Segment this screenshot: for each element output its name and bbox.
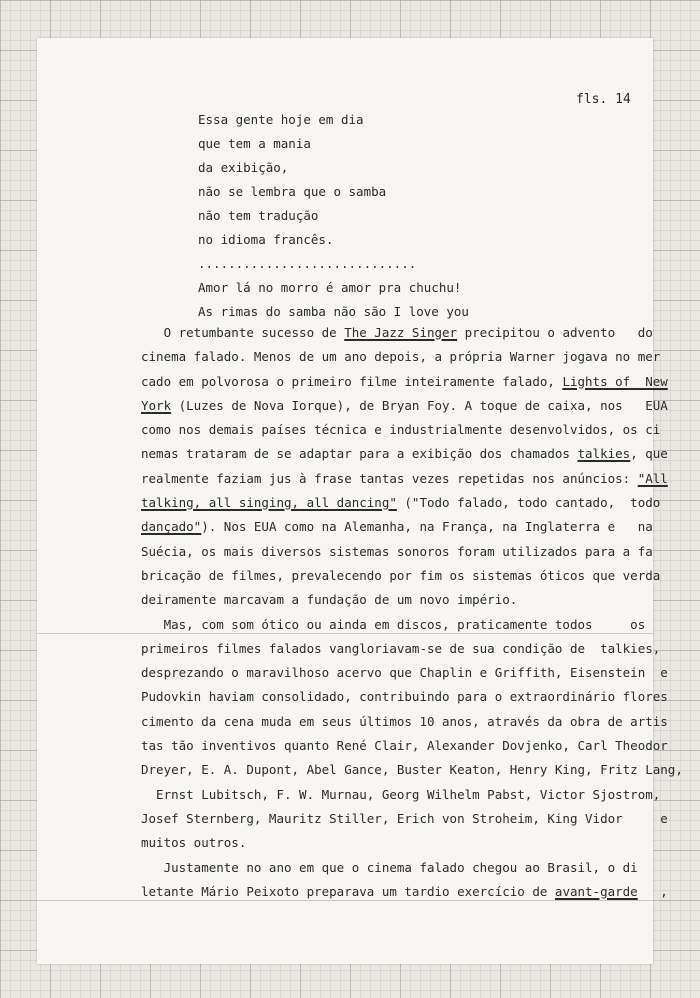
body-text — [141, 321, 683, 904]
text-line — [141, 734, 668, 758]
text-segment: , — [637, 883, 668, 899]
text-segment: (Luzes de Nova Iorque), de Bryan Foy. A toque de caixa, nos EUA — [171, 397, 668, 413]
text-segment: Josef Sternberg, Mauritz Stiller, Erich von Stroheim, King Vidor e — [141, 810, 668, 826]
text-segment: Suécia, os mais diversos sistemas sonoros foram utilizados para a fa — [141, 543, 653, 559]
text-segment: muitos outros. — [141, 835, 247, 851]
text-line — [141, 442, 668, 466]
lyric-line: não se lembra que o samba — [198, 184, 387, 199]
text-segment: letante Mário Peixoto preparava um tardio exercício de — [141, 883, 555, 899]
text-line — [141, 758, 683, 782]
underlined-title: dançado" — [141, 519, 202, 535]
text-segment: ). Nos EUA como na Alemanha, na França, na Inglaterra e na — [201, 519, 653, 535]
text-segment: desprezando o maravilhoso acervo que Chaplin e Griffith, Eisenstein e — [141, 665, 668, 681]
underlined-title: Lights of New — [562, 373, 668, 389]
lyric-line: Amor lá no morro é amor pra chuchu! — [198, 280, 462, 295]
text-segment: nemas trataram de se adaptar para a exibição dos chamados — [141, 446, 578, 462]
text-segment: cado em polvorosa o primeiro filme inteiramente falado, — [141, 373, 563, 389]
underlined-title: avant-garde — [554, 883, 638, 899]
text-line — [141, 418, 661, 442]
text-line — [141, 880, 668, 904]
lyric-ellipsis-line: ............................. — [198, 256, 417, 271]
lyric-line: não tem tradução — [198, 208, 319, 223]
text-segment: primeiros filmes falados vangloriavam-se de sua condição de talkies, — [141, 640, 661, 656]
text-segment: realmente faziam jus à frase tantas vezes repetidas nos anúncios: — [141, 470, 638, 486]
text-line — [141, 588, 629, 612]
underlined-title: "All — [637, 470, 668, 486]
text-segment: tas tão inventivos quanto René Clair, Alexander Dovjenko, Carl Theodor — [141, 738, 668, 754]
text-segment: como nos demais países técnica e industrialmente desenvolvidos, os ci — [141, 422, 661, 438]
text-line — [141, 807, 668, 831]
text-segment: precipitou o advento do — [457, 325, 653, 340]
text-segment: cimento da cena muda em seus últimos 10 anos, através da obra de artis — [141, 713, 668, 729]
text-line — [141, 491, 661, 515]
lyric-line: Essa gente hoje em dia — [198, 112, 364, 127]
text-line — [141, 637, 661, 661]
lyric-line: que tem a mania — [198, 136, 311, 151]
text-segment: O retumbante sucesso de — [141, 325, 345, 340]
text-line — [141, 710, 668, 734]
text-line — [141, 613, 646, 637]
lyric-line: da exibição, — [198, 160, 289, 175]
text-line — [141, 685, 668, 709]
document-page — [37, 38, 683, 964]
song-lyrics — [198, 108, 469, 324]
text-segment: ("Todo falado, todo cantado, todo — [396, 495, 661, 511]
text-line — [141, 394, 668, 418]
text-line — [141, 856, 638, 880]
underlined-title: York — [141, 397, 172, 413]
text-line — [141, 370, 668, 394]
text-line — [141, 831, 629, 855]
text-line — [141, 783, 661, 807]
text-segment: Dreyer, E. A. Dupont, Abel Gance, Buster Keaton, Henry King, Fritz Lang, — [141, 762, 683, 778]
text-segment: cinema falado. Menos de um ano depois, a própria Warner jogava no mer — [141, 349, 661, 365]
page-number: fls. 14 — [576, 92, 631, 107]
text-line — [141, 321, 653, 345]
text-segment: , que — [630, 446, 668, 462]
text-segment: Mas, com som ótico ou ainda em discos, praticamente todos os — [141, 616, 646, 632]
text-segment: Justamente no ano em que o cinema falado chegou ao Brasil, o di — [141, 859, 638, 875]
text-line — [141, 661, 668, 685]
text-line — [141, 564, 661, 588]
lyric-line: As rimas do samba não são I love you — [198, 304, 469, 319]
underlined-title: talking, all singing, all dancing" — [141, 495, 397, 511]
text-line — [141, 540, 653, 564]
text-segment: bricação de filmes, prevalecendo por fim os sistemas óticos que verda — [141, 567, 661, 583]
text-segment: deiramente marcavam a fundação de um novo império. — [141, 592, 518, 608]
lyric-line: no idioma francês. — [198, 232, 334, 247]
text-line — [141, 467, 668, 491]
text-segment: Pudovkin haviam consolidado, contribuindo para o extraordinário flores — [141, 689, 668, 705]
text-segment: Ernst Lubitsch, F. W. Murnau, Georg Wilhelm Pabst, Victor Sjostrom, — [141, 786, 661, 802]
text-line — [141, 515, 653, 539]
underlined-title: The Jazz Singer — [344, 325, 458, 340]
text-line — [141, 345, 661, 369]
underlined-title: talkies — [577, 446, 631, 462]
